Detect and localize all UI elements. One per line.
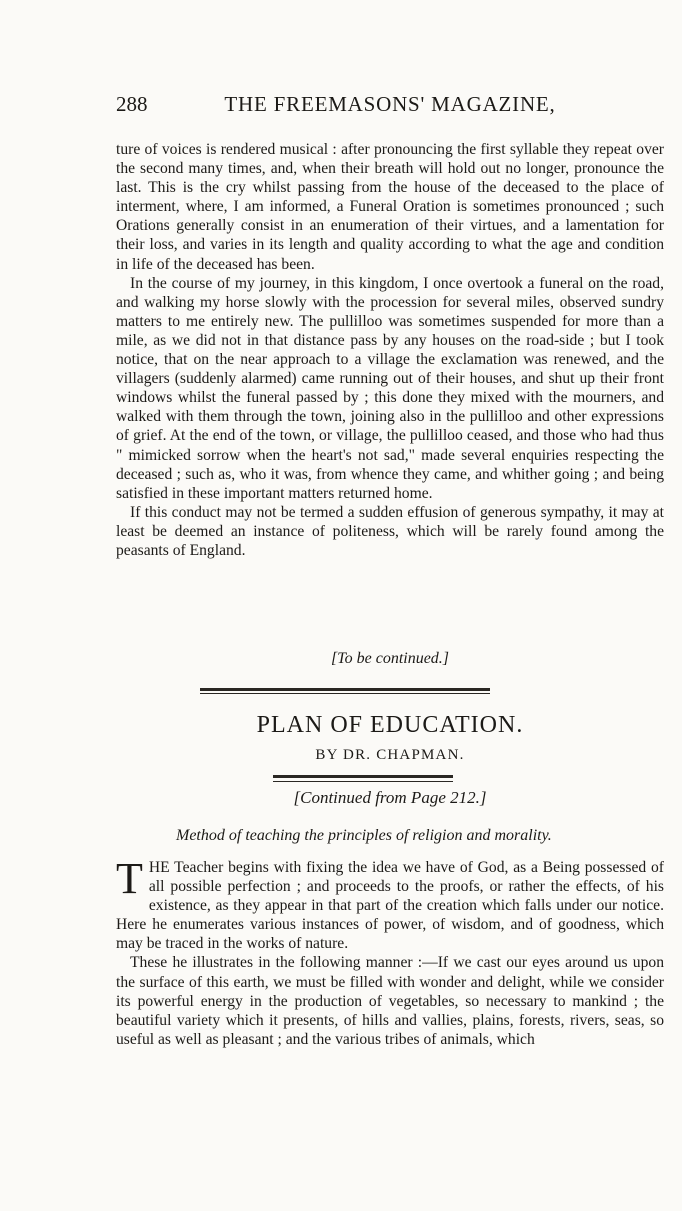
title-divider-thin <box>273 781 453 782</box>
paragraph: If this conduct may not be termed a sudden effusion of generous sympathy, it may at least be deemed an instance of politeness, which will be rarely found among the peasants of England. <box>116 503 664 559</box>
paragraph: These he illustrates in the following manner :—If we cast our eyes around us upon the surface of this earth, we must be filled with wonder and delight, while we consider its powerful energy in the production of vegetables, so necessary to mankind ; the beautiful variety which it presents, of hills and vallies, plains, forests, rivers, seas, so useful as well as pleasant ; and the various tribes of animals, which <box>116 954 664 1048</box>
title-divider <box>273 775 453 778</box>
section-divider-thin <box>200 693 490 694</box>
paragraph <box>116 854 664 953</box>
to-be-continued-note: [To be continued.] <box>330 650 450 667</box>
page-header <box>116 92 664 122</box>
continued-from-note: [Continued from Page 212.] <box>293 788 487 807</box>
article-title: PLAN OF EDUCATION. <box>256 712 524 738</box>
paragraph: In the course of my journey, in this kingdom, I once overtook a funeral on the road, and walking my horse slowly with the procession for several miles, observed sundry matters to me entirely new. The pullilloo was sometimes suspended for more than a mile, as we did not in that distance pass by any houses on the road-side ; but I took notice, that on the near approach to a village the exclamation was renewed, and the villagers (suddenly alarmed) came running out of their houses, and shut up their front windows whilst the funeral passed by ; this done they mixed with the mourners, and walked with them through the town, joining also in the pullilloo and other expressions of grief. At the end of the town, or village, the pullilloo ceased, and those who had thus " mimicked sorrow when the heart's not sad," made several enquiries respecting the deceased ; such as, who it was, from whence they came, and whither going ; and being satisfied in these important matters returned home. <box>116 274 664 502</box>
article-byline: BY DR. CHAPMAN. <box>315 747 465 763</box>
running-title: THE FREEMASONS' MAGAZINE, <box>224 92 556 116</box>
section-divider <box>200 688 490 691</box>
paragraph: ture of voices is rendered musical : after pronouncing the first syllable they repeat over the second many times, and, when their breath will hold out no longer, pronounce the last. This is the cry whilst passing from the house of the deceased to the place of interment, where, I am informed, a Funeral Oration is sometimes pronounced ; such Orations generally consist in an enumeration of their virtues, and a lamentation for their loss, and varies in its length and quality according to what the age and condition in life of the deceased has been. <box>116 141 664 273</box>
previous-article-text <box>116 140 664 560</box>
paragraph-text: HE Teacher begins with fixing the idea we have of God, as a Being possessed of all possible perfection ; and proceeds to the proofs, or rather the effects, of his existence, as they appear in that part of the creation which falls under our notice. Here he enumerates various instances of power, of wisdom, and of goodness, which may be traced in the works of nature. <box>116 859 664 953</box>
article-body <box>116 854 664 1049</box>
page-number: 288 <box>116 92 148 116</box>
section-subheading: Method of teaching the principles of religion and morality. <box>176 827 552 844</box>
drop-cap: T <box>116 854 143 903</box>
